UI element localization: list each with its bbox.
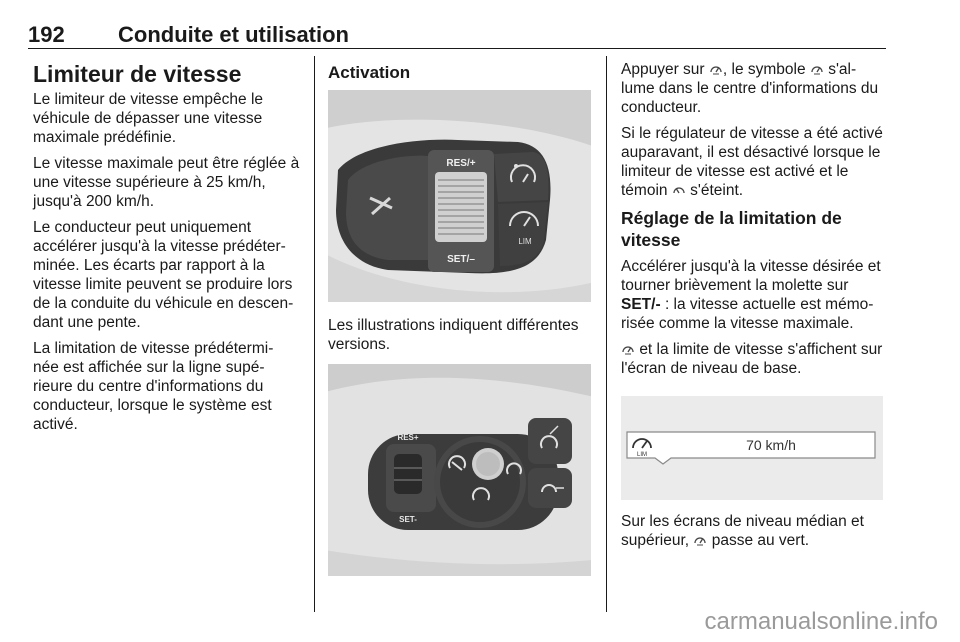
column-1: [33, 60, 301, 441]
paragraph-green: Sur les écrans de niveau médian et supérieur, passe au vert.: [621, 513, 864, 549]
paragraph-cruise: Si le régulateur de vitesse a été activé auparavant, il est désactivé lorsque le limiteur de vitesse est activé et le témoin s'éteint.: [621, 125, 883, 199]
speed-limit-heading: Réglage de la limitation de vitesse: [621, 208, 842, 250]
set-label-2: SET-: [399, 515, 417, 524]
paragraph-press: Appuyer sur , le symbole s'al- lume dans le centre d'informations du conducteur.: [621, 61, 879, 116]
display-lim-label: LIM: [636, 452, 648, 458]
column-3: [621, 60, 889, 557]
illustration-caption: Les illustrations indiquent différentes versions.: [328, 317, 579, 353]
res-label: RES/+: [446, 158, 476, 169]
section-heading: Limiteur de vitesse: [33, 61, 242, 87]
set-label: SET/–: [447, 254, 475, 265]
activation-heading: Activation: [328, 63, 411, 82]
speed-limiter-icon: [709, 63, 723, 75]
page-number: 192: [28, 22, 65, 47]
header-rule: [28, 48, 886, 49]
paragraph: Le vitesse maximale peut être réglée à une vitesse supérieure à 25 km/h, jusqu'à 200 km/h.: [33, 155, 300, 210]
speed-limiter-icon: [810, 63, 824, 75]
column-divider-1: [314, 56, 315, 612]
speed-limiter-icon: [693, 534, 707, 546]
speed-limiter-icon: [621, 343, 635, 355]
set-label-inline: SET/-: [621, 296, 661, 313]
column-2: [328, 60, 592, 576]
base-level-display: [621, 396, 883, 500]
paragraph-accelerate: Accélérer jusqu'à la vitesse désirée et tourner brièvement la molette sur SET/- : la vitesse actuelle est mémo- risée comme la vitesse maximale.: [621, 258, 881, 332]
lim-label: LIM: [518, 237, 532, 246]
display-speed: 70 km/h: [746, 437, 796, 453]
steering-controls-illustration-2: [328, 364, 591, 576]
paragraph: La limitation de vitesse prédétermi- née est affichée sur la ligne supé- rieure du centre d'informations du conducteur, lorsque le système est activé.: [33, 340, 274, 433]
paragraph: Le limiteur de vitesse empêche le véhicule de dépasser une vitesse maximale prédéfinie.: [33, 91, 264, 146]
paragraph: Le conducteur peut uniquement accélérer jusqu'à la vitesse prédéter- minée. Les écarts par rapport à la vitesse limite peuvent se produire lors de la conduite du véhicule en descen- dant une pente.: [33, 219, 294, 331]
column-divider-2: [606, 56, 607, 612]
steering-controls-illustration-1: [328, 90, 591, 302]
running-title: Conduite et utilisation: [118, 22, 349, 47]
watermark: carmanualsonline.info: [704, 608, 938, 635]
res-label-2: RES+: [397, 433, 419, 442]
paragraph-display: et la limite de vitesse s'affichent sur l'écran de niveau de base.: [621, 341, 883, 377]
cruise-control-icon: [672, 184, 686, 196]
